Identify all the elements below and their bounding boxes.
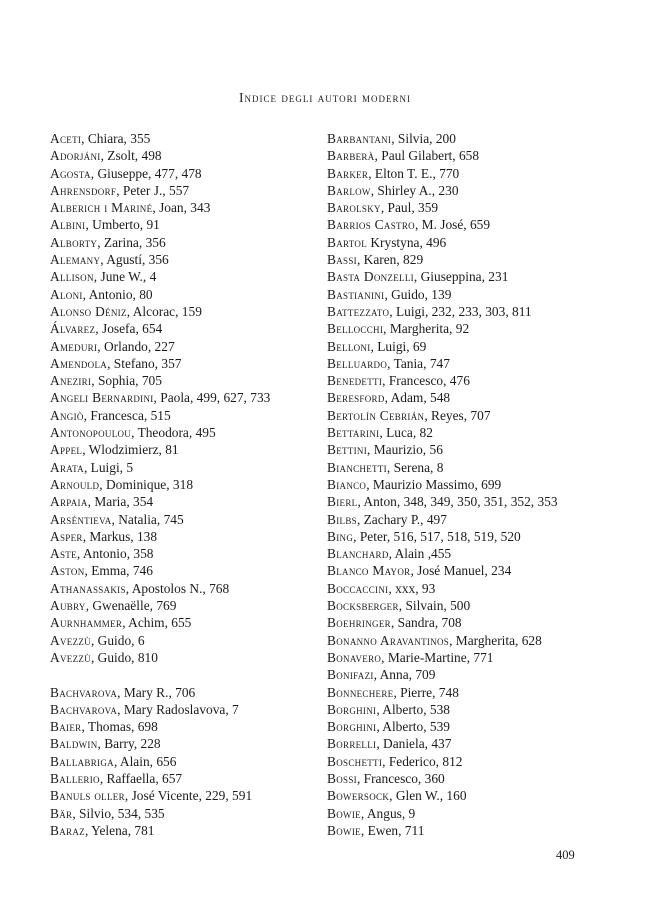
index-entry [327,234,627,251]
author-surname: Alemany [50,252,101,268]
index-entry [50,389,350,406]
author-details: , Umberto, 91 [85,217,160,233]
author-details: , Raffaella, 657 [99,770,183,786]
index-entry [50,545,350,562]
author-surname: Arpaia [50,494,88,510]
index-entry [50,753,350,770]
author-surname: Aurnhammer [50,615,123,631]
index-entry [327,320,627,337]
author-details: , Peter, 516, 517, 518, 519, 520 [353,528,521,544]
author-details: , Barry, 228 [97,736,161,752]
index-entry [50,701,350,718]
index-entry [327,770,627,787]
author-details: , Chiara, 355 [81,131,151,146]
author-details: , Wlodzimierz, 81 [82,442,179,458]
author-details: , Paul, 359 [380,200,439,216]
index-entry [50,580,350,597]
author-surname: Ballabriga [50,753,114,769]
author-surname: Bassi [327,252,357,268]
index-column-left [50,130,350,839]
index-entry [50,684,350,701]
author-surname: Bing [327,528,354,544]
index-entry [327,614,627,631]
author-details: , Josefa, 654 [95,321,163,337]
index-entry [50,476,350,493]
author-surname: Blanco Mayor [327,563,411,579]
index-entry [50,407,350,424]
author-details: , Reyes, 707 [424,407,491,423]
index-entry [50,787,350,804]
author-details: , Agustí, 356 [100,252,169,268]
author-surname: Bocksberger [327,598,399,614]
author-details: , Yelena, 781 [84,822,155,838]
index-entry [50,562,350,579]
author-details: , Tania, 747 [387,355,450,371]
author-details: , Gwenaëlle, 769 [85,598,177,614]
index-entry [50,614,350,631]
index-entry [50,234,350,251]
index-entry [50,597,350,614]
index-entry [50,165,350,182]
author-surname: Bonavero [327,649,382,665]
index-entry [327,735,627,752]
author-details: , Serena, 8 [386,459,444,475]
index-entry [50,251,350,268]
author-surname: Bonanno Aravantinos [327,632,450,648]
author-surname: Ahrensdorf [50,182,117,198]
author-details: , Zachary P., 497 [356,511,447,527]
author-surname: Baier [50,719,82,735]
index-title: Indice degli autori moderni [239,90,411,105]
index-entry [327,649,627,666]
index-entry [327,130,627,147]
index-entry [50,718,350,735]
author-surname: Bartol [327,234,368,250]
author-details: , Antonio, 80 [82,286,153,302]
index-entry [50,182,350,199]
author-details: , Dominique, 318 [99,476,194,492]
author-surname: Baraz [50,822,85,838]
index-entry [50,770,350,787]
author-details: , Zsolt, 498 [100,148,162,164]
author-details: , Guido, 139 [384,286,452,302]
index-column-right [327,130,627,839]
index-entry [327,303,627,320]
author-surname: Ballerio [50,770,100,786]
index-entry [50,459,350,476]
index-entry [50,632,350,649]
author-surname: Alberich i Mariné [50,200,153,216]
author-details: , Theodora, 495 [131,425,216,441]
index-entry [327,580,627,597]
author-surname: Angiò [50,407,84,423]
author-surname: Arata [50,459,84,475]
author-details: , Silvain, 500 [398,598,471,614]
author-surname: Barbantani [327,131,392,146]
author-surname: Appel [50,442,83,458]
author-details: , Glen W., 160 [389,788,467,804]
author-surname: Belluardo [327,355,388,371]
index-entry [327,597,627,614]
index-entry [50,268,350,285]
author-surname: Beresford [327,390,385,406]
author-surname: Boehringer [327,615,391,631]
index-entry [327,407,627,424]
author-details: , Francesco, 360 [356,770,445,786]
author-surname: Borghini [327,719,377,735]
index-entry [50,320,350,337]
author-details: , Luigi, 232, 233, 303, 811 [389,303,532,319]
author-surname: Bierl [327,494,358,510]
author-details: , Ewen, 711 [360,822,425,838]
index-entry [327,286,627,303]
author-details: , Maurizio, 56 [367,442,443,458]
author-surname: Arnould [50,476,100,492]
author-surname: Bastianini [327,286,385,302]
author-surname: Albini [50,217,86,233]
author-surname: Bianco [327,476,367,492]
author-surname: Arséntieva [50,511,112,527]
author-surname: Bianchetti [327,459,387,475]
author-surname: Bowersock [327,788,390,804]
author-details: , Margherita, 628 [449,632,542,648]
author-details: , Anna, 709 [373,667,436,683]
index-entry [327,355,627,372]
author-details: , Stefano, 357 [107,355,182,371]
author-details: , Francesca, 515 [83,407,171,423]
author-details: , Guido, 6 [90,632,145,648]
index-entry [327,389,627,406]
author-details: , Francesco, 476 [382,373,470,389]
author-details: , Achim, 655 [122,615,192,631]
author-details: , Silvia, 200 [391,131,456,146]
index-entry [50,511,350,528]
author-details: , Sandra, 708 [390,615,462,631]
author-surname: Barberà [327,148,375,164]
index-entry [50,147,350,164]
author-details: , Adam, 548 [384,390,451,406]
index-entry [50,130,350,147]
author-details: , Zarina, 356 [97,234,166,250]
author-details: , Alberto, 539 [376,719,450,735]
author-surname: Barlow [327,182,371,198]
index-entry [327,701,627,718]
index-entry [327,632,627,649]
index-entry [327,216,627,233]
index-entry [327,476,627,493]
author-surname: Aloni [50,286,83,302]
author-surname: Benedetti [327,373,383,389]
index-entry [50,303,350,320]
author-details: , Maria, 354 [87,494,154,510]
author-surname: Aste [50,546,77,562]
author-surname: Adorjáni [50,148,101,164]
author-details: , Natalia, 745 [111,511,184,527]
author-details: , Federico, 812 [382,753,463,769]
index-entry [327,545,627,562]
index-entry [327,511,627,528]
author-details: , Alain ,455 [388,546,452,562]
author-details: , Emma, 746 [84,563,153,579]
author-details: , Apostolos N., 768 [125,580,230,596]
author-details: , José Manuel, 234 [410,563,512,579]
author-details: Krystyna, 496 [367,234,447,250]
author-details: , Luigi, 69 [370,338,427,354]
author-details: , Karen, 829 [356,252,424,268]
author-surname: Bachvarova [50,684,118,700]
author-surname: Barrios Castro [327,217,415,233]
index-entry [50,424,350,441]
author-surname: Bossi [327,770,357,786]
index-entry [327,441,627,458]
author-surname: Antonopoulou [50,425,132,441]
author-details: , Marie-Martine, 771 [381,649,494,665]
author-surname: Bachvarova [50,701,118,717]
author-surname: Aneziri [50,373,92,389]
index-entry [50,372,350,389]
author-details: , Thomas, 698 [81,719,158,735]
author-surname: Boschetti [327,753,383,769]
index-entry [50,493,350,510]
page-number: 409 [556,848,575,862]
author-surname: Ameduri [50,338,98,354]
author-surname: Bowie [327,822,361,838]
index-entry [50,441,350,458]
author-surname: Basta Donzelli [327,269,414,285]
author-surname: Aston [50,563,85,579]
author-surname: Battezzato [327,303,390,319]
index-entry [327,528,627,545]
author-details: , Margherita, 92 [383,321,470,337]
author-surname: Asper [50,528,83,544]
index-entry [327,493,627,510]
index-entry [50,528,350,545]
author-surname: Aubry [50,598,86,614]
author-details: , Guido, 810 [90,649,158,665]
index-entry [327,165,627,182]
author-details: , Markus, 138 [82,528,158,544]
author-surname: Alonso Déniz [50,303,127,319]
author-surname: Aceti [50,131,82,146]
author-details: , Mary Radoslavova, 7 [117,701,239,717]
index-entry [327,562,627,579]
index-entry [327,684,627,701]
author-surname: Avezzù [50,649,91,665]
author-surname: Alborty [50,234,98,250]
author-surname: Boccaccini [327,580,389,596]
author-details: , Luca, 82 [379,425,433,441]
index-entry [327,372,627,389]
section-gap [50,666,350,683]
author-details: , Angus, 9 [360,805,416,821]
author-details: , Giuseppina, 231 [413,269,509,285]
index-entry [327,805,627,822]
index-entry [50,822,350,839]
author-details: , Giuseppe, 477, 478 [90,165,202,181]
author-details: , Pierre, 748 [393,684,459,700]
author-details: , Alain, 656 [113,753,177,769]
author-surname: Borghini [327,701,377,717]
author-details: , Daniela, 437 [376,736,452,752]
author-surname: Allison [50,269,94,285]
author-surname: Agosta [50,165,91,181]
index-entry [50,286,350,303]
author-surname: Bettini [327,442,368,458]
author-details: , Peter J., 557 [116,182,190,198]
index-entry [50,199,350,216]
author-details: , Antonio, 358 [76,546,154,562]
index-entry [327,182,627,199]
index-entry [50,216,350,233]
index-entry [327,666,627,683]
author-details: , Elton T. E., 770 [368,165,460,181]
index-entry [327,338,627,355]
author-surname: Bonnechere [327,684,394,700]
author-details: , Luigi, 5 [83,459,134,475]
author-details: , xxx, 93 [388,580,436,596]
author-details: , Maurizio Massimo, 699 [366,476,502,492]
author-surname: Angeli Bernardini [50,390,154,406]
author-details: , Anton, 348, 349, 350, 351, 352, 353 [357,494,558,510]
author-surname: Bowie [327,805,361,821]
author-details: , Alberto, 538 [376,701,450,717]
author-surname: Banuls oller [50,788,125,804]
index-entry [327,147,627,164]
author-surname: Bettarini [327,425,380,441]
author-surname: Borrelli [327,736,377,752]
author-surname: Athanassakis [50,580,126,596]
author-surname: Bertolín Cebrián [327,407,425,423]
author-surname: Barolsky [327,200,381,216]
index-entry [327,251,627,268]
author-details: , Paola, 499, 627, 733 [153,390,271,406]
author-details: , M. José, 659 [414,217,491,233]
author-surname: Álvarez [50,321,96,337]
index-entry [50,649,350,666]
index-entry [327,787,627,804]
author-details: , Silvio, 534, 535 [72,805,165,821]
author-details: , Alcorac, 159 [126,303,202,319]
author-surname: Bilbs [327,511,357,527]
index-entry [327,459,627,476]
author-details: , June W., 4 [93,269,157,285]
index-entry [50,338,350,355]
author-surname: Bellocchi [327,321,384,337]
author-details: , Paul Gilabert, 658 [374,148,480,164]
author-details: , Orlando, 227 [97,338,175,354]
author-details: , Sophia, 705 [91,373,162,389]
author-details: , José Vicente, 229, 591 [124,788,253,804]
index-entry [50,355,350,372]
index-entry [327,199,627,216]
author-details: , Shirley A., 230 [370,182,459,198]
author-surname: Amendola [50,355,108,371]
author-surname: Avezzù [50,632,91,648]
index-entry [50,735,350,752]
index-entry [327,268,627,285]
author-details: , Joan, 343 [152,200,211,216]
author-surname: Belloni [327,338,371,354]
author-surname: Blanchard [327,546,389,562]
author-surname: Baldwin [50,736,98,752]
index-entry [327,718,627,735]
index-entry [327,424,627,441]
author-surname: Bär [50,805,73,821]
author-details: , Mary R., 706 [117,684,196,700]
author-surname: Barker [327,165,369,181]
author-surname: Bonifazi [327,667,374,683]
index-entry [50,805,350,822]
index-entry [327,753,627,770]
index-entry [327,822,627,839]
